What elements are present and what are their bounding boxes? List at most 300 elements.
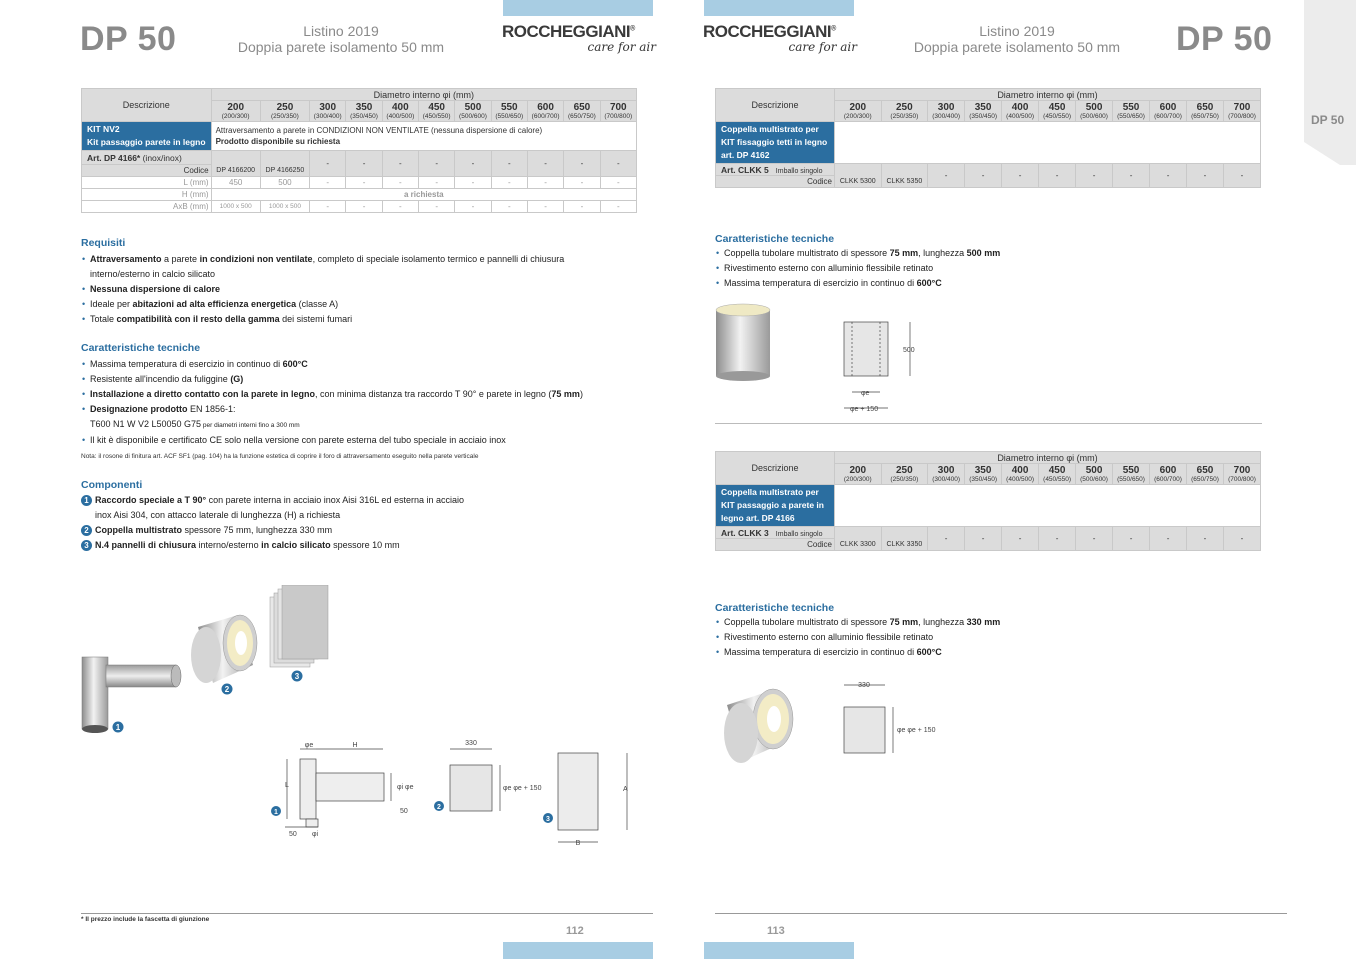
- size-sub: (700/800): [604, 113, 633, 120]
- dim-330: 330: [465, 740, 477, 747]
- num-badge: 3: [81, 540, 92, 551]
- req-text: Totale: [90, 314, 117, 324]
- num-badge-label: 2: [224, 685, 230, 694]
- size-sub: (350/450): [969, 113, 998, 120]
- dash-cell: -: [491, 201, 527, 213]
- requisiti-title: Requisiti: [81, 237, 126, 249]
- product-line: Coppella multistrato per: [721, 124, 819, 134]
- car-bold: 75 mm: [889, 248, 919, 258]
- size-header-cell: [1002, 101, 1039, 122]
- size-header-cell: [1224, 101, 1261, 122]
- dash-cell: -: [382, 201, 418, 213]
- req-bold: Nessuna dispersione di calore: [90, 284, 221, 294]
- nota-text: Nota: il rosone di finitura art. ACF SF1 (pag. 104) ha la funzione estetica di coprire il foro di attraversamento eseguito nella parete verticale: [81, 453, 479, 460]
- size-value: 650: [573, 102, 591, 113]
- dim-phie150: φe φe + 150: [503, 785, 542, 792]
- coppella-drawing: [450, 749, 500, 811]
- car-item: [81, 387, 651, 402]
- page-title-right: DP 50: [1176, 20, 1273, 58]
- size-value: 450: [1048, 102, 1066, 113]
- size-sub: (500/600): [1080, 476, 1108, 483]
- size-header-cell: [1039, 464, 1076, 485]
- car-item: • Rivestimento esterno con alluminio flessibile retinato: [715, 261, 1165, 276]
- dash-cell: -: [382, 177, 418, 189]
- kit-desc-line2: Prodotto disponibile su richiesta: [215, 137, 341, 146]
- size-value: 200: [227, 102, 245, 113]
- art-cell: [716, 527, 835, 539]
- dim-phi-i: φi: [312, 831, 319, 838]
- size-value: 300: [937, 102, 955, 113]
- comp-text: interno/esterno: [196, 540, 262, 550]
- product-line: art. DP 4162: [721, 150, 770, 160]
- requisiti-item: [81, 297, 641, 312]
- size-sub: (550/650): [1117, 476, 1145, 483]
- size-header-cell: [835, 464, 882, 485]
- dim-phie150: φe + 150: [850, 406, 879, 413]
- size-sub: (700/800): [1228, 113, 1256, 120]
- size-header-cell: [527, 101, 563, 122]
- car-bold: 500 mm: [966, 248, 1001, 258]
- dash-cell: -: [1113, 164, 1150, 188]
- art-bold: Art. CLKK 5: [721, 164, 769, 175]
- caratteristiche-list-left: [81, 357, 651, 448]
- componente-2: [81, 523, 641, 538]
- comp-text: inox Aisi 304, con attacco laterale di lunghezza (H) a richiesta: [95, 510, 341, 520]
- size-header-cell: [965, 464, 1002, 485]
- size-value: 250: [276, 102, 294, 113]
- size-value: 550: [1122, 102, 1140, 113]
- top-tab-right: [704, 0, 854, 16]
- car-item: [81, 402, 651, 433]
- dash-cell: -: [965, 527, 1002, 551]
- tee-drawing: [285, 749, 391, 827]
- size-value: 700: [1233, 465, 1251, 476]
- section-divider: [715, 423, 1262, 424]
- size-header-cell: [346, 101, 382, 122]
- coppella-short-image: [724, 689, 793, 763]
- dim-phi-i-phi-e: φi φe: [397, 784, 414, 791]
- dash-cell: -: [600, 201, 636, 213]
- coppella-image: [191, 615, 257, 683]
- value-cell: 500: [260, 177, 309, 189]
- car-text: Coppella tubolare multistrato di spessore: [724, 617, 890, 627]
- requisiti-list: [81, 252, 641, 327]
- req-text: a parete: [161, 254, 200, 264]
- size-sub: (450/550): [1043, 476, 1071, 483]
- size-header-cell: [1224, 464, 1261, 485]
- size-header-cell: [881, 464, 928, 485]
- size-sub: (300/400): [932, 476, 961, 483]
- size-sub: (650/750): [1191, 113, 1219, 120]
- req-text: (classe A): [296, 299, 339, 309]
- car-item: [81, 357, 651, 372]
- size-sub: (600/700): [531, 113, 560, 120]
- comp-bold: Raccordo speciale a T 90°: [95, 495, 207, 505]
- brand-name: ROCCHEGGIANI: [703, 22, 832, 41]
- size-header-cell: [1113, 101, 1150, 122]
- car-text: Massima temperatura di esercizio in continuo di: [724, 278, 917, 288]
- diametro-header: Diametro interno φi (mm): [835, 452, 1261, 464]
- footer-rule-right: [715, 913, 1287, 914]
- product-line: legno art. DP 4166: [721, 513, 795, 523]
- size-header-cell: [1076, 101, 1113, 122]
- dash-cell: -: [419, 201, 455, 213]
- dash-cell: -: [346, 177, 382, 189]
- dash-cell: -: [419, 151, 455, 177]
- dash-cell: -: [1039, 527, 1076, 551]
- size-sub: (250/350): [271, 113, 299, 120]
- size-value: 500: [1085, 102, 1103, 113]
- size-value: 600: [1159, 102, 1177, 113]
- dim-50: 50: [400, 808, 408, 815]
- car-text: T600 N1 W V2 L50050 G75: [90, 419, 202, 429]
- axb-label: AxB (mm): [82, 201, 212, 213]
- caratteristiche-list-right-2: [715, 615, 1165, 660]
- listino-subtitle: Doppia parete isolamento 50 mm: [237, 39, 445, 55]
- size-value: 600: [1159, 465, 1177, 476]
- dim-h: H: [352, 742, 358, 749]
- descrizione-header: Descrizione: [716, 452, 835, 485]
- brand-logo-right: [703, 22, 857, 54]
- product-drawing-right-2: [715, 675, 955, 770]
- descrizione-header: Descrizione: [82, 89, 212, 122]
- art-text: Imballo singolo: [775, 530, 823, 538]
- code-cell-2: CLKK 3350: [881, 527, 928, 551]
- product-line: KIT fissaggio tetti in legno: [721, 137, 828, 147]
- size-sub: (250/350): [890, 476, 919, 483]
- dash-cell: -: [928, 527, 965, 551]
- car-bold: Designazione prodotto: [90, 404, 188, 414]
- footnote: * Il prezzo include la fascetta di giunzione: [81, 916, 210, 923]
- car-bold: 75 mm: [889, 617, 919, 627]
- dim-50-bottom: 50: [289, 831, 297, 838]
- comp-bold: in calcio silicato: [261, 540, 331, 550]
- size-value: 550: [500, 102, 518, 113]
- dash-cell: -: [310, 177, 346, 189]
- size-header-cell: [1150, 101, 1187, 122]
- size-header-cell: [1150, 464, 1187, 485]
- dash-cell: -: [1076, 164, 1113, 188]
- art-cell: [716, 164, 835, 176]
- car-text: Resistente all'incendio da fuliggine: [90, 374, 231, 384]
- size-header-cell: [1187, 464, 1224, 485]
- num-badge-label: 2: [437, 804, 441, 811]
- panels-image: [270, 585, 328, 667]
- l-label: L (mm): [82, 177, 212, 189]
- size-sub: (400/500): [386, 113, 415, 120]
- diametro-header: Diametro interno φi (mm): [835, 89, 1261, 101]
- dash-cell: -: [527, 201, 563, 213]
- num-badge-label: 1: [274, 809, 278, 816]
- size-header-cell: [600, 101, 636, 122]
- num-badge-label: 1: [115, 723, 121, 732]
- side-tab-label: DP 50: [1311, 113, 1345, 127]
- dash-cell: -: [346, 201, 382, 213]
- req-bold: Attraversamento: [90, 254, 162, 264]
- size-header-cell: [211, 101, 260, 122]
- code-cell-2: DP 4166250: [260, 151, 309, 177]
- value-cell: 450: [211, 177, 260, 189]
- product-line: Coppella multistrato per: [721, 487, 819, 497]
- product-name-cell: [716, 122, 835, 164]
- car-bold: (G): [230, 374, 244, 384]
- componenti-list: [81, 493, 641, 553]
- price-table-right-2: [715, 451, 1261, 551]
- h-label: H (mm): [82, 189, 212, 201]
- num-badge-label: 3: [546, 816, 550, 823]
- bottom-tab-left: [503, 942, 653, 959]
- size-sub: (350/450): [969, 476, 998, 483]
- brand-reg: ®: [630, 25, 635, 33]
- dash-cell: -: [1187, 164, 1224, 188]
- dash-cell: -: [419, 177, 455, 189]
- dash-cell: -: [564, 151, 600, 177]
- dash-cell: -: [965, 164, 1002, 188]
- empty-cell: [835, 122, 1261, 164]
- size-header-cell: [382, 101, 418, 122]
- brand-reg: ®: [831, 25, 836, 33]
- size-sub: (600/700): [1154, 113, 1182, 120]
- kit-desc-line1: Attraversamento a parete in CONDIZIONI NON VENTILATE (nessuna dispersione di calore): [215, 126, 543, 135]
- size-value: 400: [1011, 465, 1029, 476]
- size-sub: (200/300): [843, 113, 872, 120]
- size-header-cell: [928, 464, 965, 485]
- size-value: 400: [392, 102, 409, 113]
- dash-cell: -: [1150, 527, 1187, 551]
- size-value: 250: [896, 465, 913, 476]
- technical-drawing-left: [265, 735, 635, 850]
- empty-cell: [835, 485, 1261, 527]
- requisiti-item: [81, 312, 641, 327]
- size-value: 250: [896, 102, 913, 113]
- comp-bold: N.4 pannelli di chiusura: [95, 540, 197, 550]
- caratteristiche-title-right-2: Caratteristiche tecniche: [715, 602, 835, 614]
- size-header-cell: [1002, 464, 1039, 485]
- size-sub: (500/600): [1080, 113, 1108, 120]
- size-sub: (300/400): [313, 113, 342, 120]
- descrizione-header: Descrizione: [716, 89, 835, 122]
- dash-cell: -: [382, 151, 418, 177]
- coppella-tall-image: [716, 304, 770, 381]
- car-text: Massima temperatura di esercizio in continuo di: [90, 359, 283, 369]
- car-text: Il kit è disponibile e certificato CE solo nella versione con parete esterna del tubo speciale in acciaio inox: [90, 435, 506, 445]
- size-value: 700: [1233, 102, 1251, 113]
- dash-cell: -: [564, 177, 600, 189]
- size-value: 300: [937, 465, 955, 476]
- size-value: 350: [974, 102, 992, 113]
- dash-cell: -: [1224, 164, 1261, 188]
- size-value: 300: [319, 102, 337, 113]
- page-number-left: 112: [566, 925, 584, 937]
- dash-cell: -: [310, 151, 346, 177]
- kit-desc-cell: [211, 122, 636, 151]
- product-images-left: [78, 585, 338, 745]
- car-item: • Rivestimento esterno con alluminio flessibile retinato: [715, 630, 1165, 645]
- dash-cell: -: [310, 201, 346, 213]
- car-small: per diametri interni fino a 300 mm: [201, 422, 300, 429]
- size-value: 350: [355, 102, 373, 113]
- size-value: 650: [1196, 465, 1214, 476]
- size-value: 550: [1122, 465, 1140, 476]
- size-header-cell: [1113, 464, 1150, 485]
- value-cell: 1000 x 500: [260, 201, 309, 213]
- dash-cell: -: [1002, 527, 1039, 551]
- size-sub: (350/450): [350, 113, 378, 120]
- size-header-cell: [1039, 101, 1076, 122]
- h-value: a richiesta: [211, 189, 636, 201]
- car-bold: 600°C: [916, 278, 942, 288]
- num-badge: 1: [81, 495, 92, 506]
- componente-1: [81, 493, 641, 508]
- size-value: 600: [537, 102, 554, 113]
- dash-cell: -: [1039, 164, 1076, 188]
- size-sub: (200/300): [843, 476, 872, 483]
- page-title-left: DP 50: [80, 20, 177, 58]
- art-text: Imballo singolo: [775, 167, 823, 175]
- listino-label: Listino 2019: [303, 23, 379, 39]
- size-value: 450: [428, 102, 445, 113]
- dash-cell: -: [491, 151, 527, 177]
- size-value: 200: [849, 465, 867, 476]
- size-header-cell: [455, 101, 491, 122]
- req-bold: compatibilità con il resto della gamma: [116, 314, 280, 324]
- footer-rule-left: [81, 913, 653, 914]
- product-line: KIT passaggio a parete in: [721, 500, 824, 510]
- dash-cell: -: [1002, 164, 1039, 188]
- product-drawing-right-1: [712, 300, 932, 420]
- size-value: 200: [849, 102, 867, 113]
- size-value: 700: [609, 102, 627, 113]
- dash-cell: -: [600, 177, 636, 189]
- caratteristiche-title-right-1: Caratteristiche tecniche: [715, 233, 835, 245]
- size-header-cell: [965, 101, 1002, 122]
- dim-phi-e: φe: [304, 742, 314, 749]
- size-sub: (450/550): [422, 113, 451, 120]
- comp-text: spessore 10 mm: [330, 540, 400, 550]
- dash-cell: -: [455, 201, 491, 213]
- coppella-tall-drawing: [844, 322, 910, 408]
- size-header-cell: [1187, 101, 1224, 122]
- car-bold: 600°C: [282, 359, 308, 369]
- code-cell-1: DP 4166200: [211, 151, 260, 177]
- tee-fitting-image: [82, 657, 181, 733]
- code-cell-1: CLKK 3300: [835, 527, 882, 551]
- dash-cell: -: [491, 177, 527, 189]
- req-bold: abitazioni ad alta efficienza energetica: [132, 299, 297, 309]
- size-header-cell: [491, 101, 527, 122]
- car-text: Coppella tubolare multistrato di spessore: [724, 248, 890, 258]
- req-text: interno/esterno in calcio silicato: [90, 269, 216, 279]
- num-badge-label: 3: [294, 672, 300, 681]
- size-sub: (400/500): [1006, 476, 1034, 483]
- listino-label: Listino 2019: [979, 23, 1055, 39]
- car-item: [715, 276, 1165, 291]
- size-header-cell: [564, 101, 600, 122]
- art-bold: Art. DP 4166*: [87, 152, 141, 163]
- panel-drawing: [558, 753, 627, 842]
- dash-cell: -: [600, 151, 636, 177]
- car-bold: 75 mm: [551, 389, 580, 399]
- size-value: 350: [974, 465, 992, 476]
- listino-header-right: [912, 23, 1122, 55]
- requisiti-item: [81, 282, 641, 297]
- value-cell: 1000 x 500: [211, 201, 260, 213]
- dash-cell: -: [455, 151, 491, 177]
- size-value: 500: [464, 102, 482, 113]
- componenti-title: Componenti: [81, 479, 143, 491]
- size-sub: (300/400): [932, 113, 961, 120]
- caratteristiche-list-right-1: [715, 246, 1165, 291]
- codice-label: Codice: [716, 539, 835, 551]
- art-rest: (inox/inox): [140, 152, 182, 163]
- size-header-cell: [419, 101, 455, 122]
- req-text: Ideale per: [90, 299, 133, 309]
- car-text: , con minima distanza tra raccordo T 90° e parete in legno (: [315, 389, 552, 399]
- size-header-cell: [881, 101, 928, 122]
- car-text: Massima temperatura di esercizio in continuo di: [724, 647, 917, 657]
- size-sub: (550/650): [1117, 113, 1145, 120]
- top-tab-left: [503, 0, 653, 16]
- size-value: 400: [1011, 102, 1029, 113]
- size-value: 450: [1048, 465, 1066, 476]
- page-number-right: 113: [767, 925, 785, 937]
- codice-label: Codice: [82, 165, 212, 177]
- dim-b: B: [575, 840, 581, 847]
- dash-cell: -: [1224, 527, 1261, 551]
- dim-phie150: φe φe + 150: [897, 727, 936, 734]
- car-text: EN 1856-1:: [187, 404, 236, 414]
- size-header-cell: [260, 101, 309, 122]
- dash-cell: -: [1076, 527, 1113, 551]
- listino-subtitle: Doppia parete isolamento 50 mm: [913, 39, 1121, 55]
- dash-cell: -: [564, 201, 600, 213]
- brand-logo-left: [502, 22, 656, 54]
- car-item: [81, 433, 651, 448]
- dash-cell: -: [1113, 527, 1150, 551]
- code-cell-1: CLKK 5300: [835, 164, 882, 188]
- price-table-right-1: [715, 88, 1261, 188]
- size-sub: (600/700): [1154, 476, 1182, 483]
- size-header-cell: [1076, 464, 1113, 485]
- dash-cell: -: [346, 151, 382, 177]
- dash-cell: -: [928, 164, 965, 188]
- size-sub: (650/750): [567, 113, 596, 120]
- kit-line1: KIT NV2: [87, 124, 120, 134]
- product-name-cell: [716, 485, 835, 527]
- comp-bold: Coppella multistrato: [95, 525, 183, 535]
- art-bold: Art. CLKK 3: [721, 527, 769, 538]
- dash-cell: -: [1150, 164, 1187, 188]
- size-header-cell: [835, 101, 882, 122]
- size-sub: (200/300): [221, 113, 250, 120]
- car-text: , lunghezza: [918, 248, 967, 258]
- req-bold: in condizioni non ventilate: [199, 254, 313, 264]
- caratteristiche-title-left: Caratteristiche tecniche: [81, 342, 201, 354]
- size-header-cell: [310, 101, 346, 122]
- brand-tagline: care for air: [587, 40, 656, 54]
- bottom-tab-right: [704, 942, 854, 959]
- car-bold: Installazione a diretto contatto con la parete in legno: [90, 389, 316, 399]
- comp-text: con parete interna in acciaio inox Aisi 316L ed esterna in acciaio: [206, 495, 464, 505]
- size-value: 650: [1196, 102, 1214, 113]
- dash-cell: -: [455, 177, 491, 189]
- kit-line2: Kit passaggio parete in legno: [87, 137, 206, 147]
- dim-a: A: [623, 786, 628, 793]
- size-sub: (700/800): [1228, 476, 1256, 483]
- art-cell: [82, 151, 212, 165]
- car-text: , lunghezza: [918, 617, 967, 627]
- dash-cell: -: [527, 151, 563, 177]
